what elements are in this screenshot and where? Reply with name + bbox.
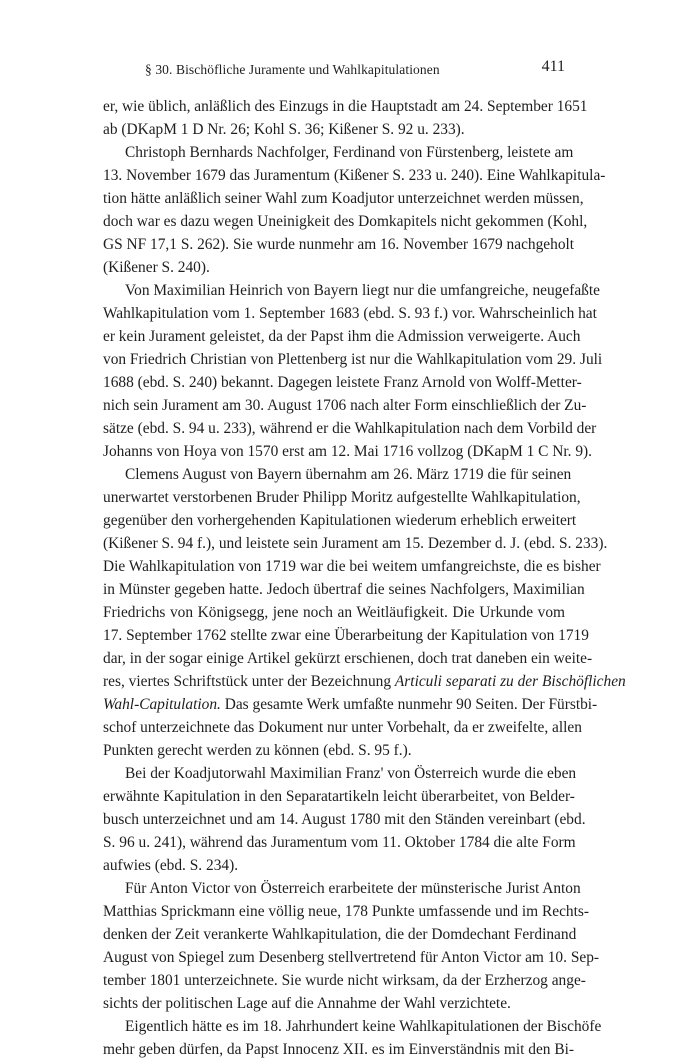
text-segment: Clemens August von Bayern übernahm am 26. März 1719 die für seinen <box>125 466 572 483</box>
text-segment: busch unterzeichnet und am 14. August 1780 mit den Ständen vereinbart (ebd. <box>103 811 586 828</box>
text-line <box>103 279 600 302</box>
text-segment: Johanns von Hoya von 1570 erst am 12. Mai 1716 vollzog (DKapM 1 C Nr. 9). <box>103 443 593 460</box>
text-segment: Christoph Bernhards Nachfolger, Ferdinand von Fürstenberg, leistete am <box>125 144 574 161</box>
body-text <box>103 95 626 1061</box>
text-line <box>103 877 581 900</box>
text-segment: S. 96 u. 241), während das Juramentum vom 11. Oktober 1784 die alte Form <box>103 834 576 851</box>
text-line <box>103 555 601 578</box>
text-line <box>103 187 584 210</box>
text-segment: von Friedrich Christian von Plettenberg ist nur die Wahlkapitulation vom 29. Juli <box>103 351 603 368</box>
text-segment: Für Anton Victor von Österreich erarbeitete der münsterische Jurist Anton <box>125 880 581 897</box>
text-line <box>103 164 606 187</box>
text-line <box>103 693 598 716</box>
text-line <box>103 371 582 394</box>
text-line <box>103 923 577 946</box>
text-line <box>103 854 565 877</box>
text-line <box>103 440 593 463</box>
text-segment: 17. September 1762 stellte zwar eine Überarbeitung der Kapitulation von 1719 <box>103 627 589 644</box>
text-line <box>103 95 588 118</box>
text-line <box>103 900 589 923</box>
text-segment: mehr geben dürfen, da Papst Innocenz XII. es im Einverständnis mit den Bi- <box>103 1041 574 1058</box>
text-segment: Wahlkapitulation vom 1. September 1683 (ebd. S. 93 f.) vor. Wahrscheinlich hat <box>103 305 597 322</box>
page-number: 411 <box>541 58 565 75</box>
text-segment: (Kißener S. 94 f.), und leistete sein Jurament am 15. Dezember d. J. (ebd. S. 233). <box>103 535 608 552</box>
text-line <box>103 1038 574 1061</box>
text-segment: unerwartet verstorbenen Bruder Philipp Moritz aufgestellte Wahlkapitulation, <box>103 489 581 506</box>
text-segment: Das gesamte Werk umfaßte nunmehr 90 Seiten. Der Fürstbi- <box>220 696 598 713</box>
text-segment: August von Spiegel zum Desenberg stellvertretend für Anton Victor am 10. Sep- <box>103 949 600 966</box>
text-segment: GS NF 17,1 S. 262). Sie wurde nunmehr am 16. November 1679 nachgeholt <box>103 236 575 253</box>
text-segment: 1688 (ebd. S. 240) bekannt. Dagegen leistete Franz Arnold von Wolff-Metter- <box>103 374 582 391</box>
text-segment: nich sein Jurament am 30. August 1706 nach alter Form einschließlich der Zu- <box>103 397 587 414</box>
text-segment: Die Wahlkapitulation von 1719 war die bei weitem umfangreichste, die es bisher <box>103 558 601 575</box>
text-line <box>103 417 597 440</box>
text-line <box>103 302 597 325</box>
text-segment: Matthias Sprickmann eine völlig neue, 178 Punkte umfassende und im Rechts- <box>103 903 589 920</box>
text-segment: er kein Jurament geleistet, da der Papst ihm die Admission verweigerte. Auch <box>103 328 581 345</box>
text-segment: erwähnte Kapitulation in den Separatartikeln leicht überarbeitet, von Belder- <box>103 788 575 805</box>
italic-title-text: Articuli separati zu der Bischöflichen <box>394 673 626 690</box>
text-segment: tion hätte anläßlich seiner Wahl zum Koadjutor unterzeichnet werden müssen, <box>103 190 584 207</box>
text-line <box>103 992 565 1015</box>
text-segment: 13. November 1679 das Juramentum (Kißener S. 233 u. 240). Eine Wahlkapitula- <box>103 167 606 184</box>
text-segment: sichts der politischen Lage auf die Annahme der Wahl verzichtete. <box>103 995 511 1012</box>
text-segment: dar, in der sogar einige Artikel gekürzt erschienen, doch trat daneben ein weite- <box>103 650 593 667</box>
text-line <box>103 670 626 693</box>
text-line <box>103 1015 602 1038</box>
text-line <box>103 463 572 486</box>
text-segment: (Kißener S. 240). <box>103 259 210 276</box>
text-segment: gegenüber den vorhergehenden Kapitulationen wiederum erheblich erweitert <box>103 512 577 529</box>
text-line <box>103 532 608 555</box>
text-segment: sätze (ebd. S. 94 u. 233), während er die Wahlkapitulation nach dem Vorbild der <box>103 420 597 437</box>
text-line <box>103 141 574 164</box>
text-line <box>103 578 585 601</box>
running-header <box>103 58 565 80</box>
text-line <box>103 325 581 348</box>
text-line <box>103 210 588 233</box>
text-line <box>103 946 600 969</box>
text-segment: Von Maximilian Heinrich von Bayern liegt nur die umfangreiche, neugefaßte <box>125 282 600 299</box>
text-segment: Eigentlich hätte es im 18. Jahrhundert keine Wahlkapitulationen der Bischöfe <box>125 1018 602 1035</box>
text-segment: er, wie üblich, anläßlich des Einzugs in die Hauptstadt am 24. September 1651 <box>103 98 588 115</box>
text-line <box>103 118 565 141</box>
text-line <box>103 831 576 854</box>
text-segment: Bei der Koadjutorwahl Maximilian Franz' von Österreich wurde die eben <box>125 765 577 782</box>
text-line <box>103 394 587 417</box>
text-line <box>103 256 565 279</box>
italic-title-text: Wahl-Capitulation. <box>103 696 221 713</box>
text-segment: doch war es dazu wegen Uneinigkeit des Domkapitels nicht gekommen (Kohl, <box>103 213 588 230</box>
text-line <box>103 808 586 831</box>
text-line <box>103 233 575 256</box>
text-segment: ab (DKapM 1 D Nr. 26; Kohl S. 36; Kißener S. 92 u. 233). <box>103 121 465 138</box>
running-header-title: § 30. Bischöfliche Juramente und Wahlkapitulationen <box>145 62 440 77</box>
text-line <box>103 969 586 992</box>
text-segment: tember 1801 unterzeichnete. Sie wurde nicht wirksam, da der Erzherzog ange- <box>103 972 586 989</box>
text-segment: aufwies (ebd. S. 234). <box>103 857 239 874</box>
text-segment: Friedrichs von Königsegg, jene noch an Weitläufigkeit. Die Urkunde vom <box>103 604 565 621</box>
text-line <box>103 762 577 785</box>
text-line <box>103 716 582 739</box>
text-segment: in Münster gegeben hatte. Jedoch übertraf die seines Nachfolgers, Maximilian <box>103 581 585 598</box>
text-segment: res, viertes Schriftstück unter der Bezeichnung <box>103 673 395 690</box>
text-segment: Punkten gerecht werden zu können (ebd. S. 95 f.). <box>103 742 412 759</box>
text-segment: schof unterzeichnete das Dokument nur unter Vorbehalt, da er zweifelte, allen <box>103 719 582 736</box>
text-line <box>103 486 581 509</box>
text-line <box>103 647 593 670</box>
text-line <box>103 739 565 762</box>
text-line <box>103 624 589 647</box>
text-line <box>103 509 577 532</box>
text-line <box>103 785 575 808</box>
text-line <box>103 601 565 624</box>
text-segment: denken der Zeit verankerte Wahlkapitulation, die der Domdechant Ferdinand <box>103 926 577 943</box>
text-line <box>103 348 603 371</box>
